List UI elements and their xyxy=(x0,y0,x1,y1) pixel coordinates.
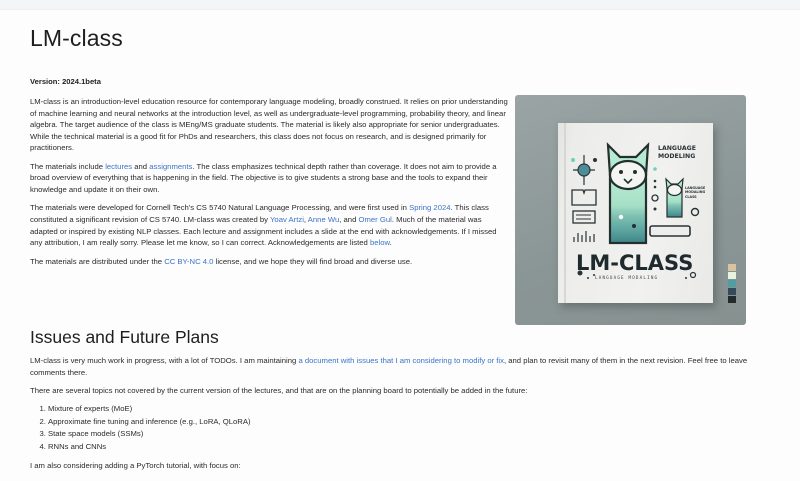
future-topics-list xyxy=(30,403,770,453)
yoav-artzi-link[interactable]: Yoav Artzi xyxy=(270,214,304,224)
cover-title: LM-CLASS xyxy=(576,251,694,275)
page-title: LM-class xyxy=(30,25,123,51)
spring-2024-link[interactable]: Spring 2024 xyxy=(409,203,451,213)
intro-paragraph-2 xyxy=(30,161,508,196)
intro-paragraph-3 xyxy=(30,202,508,248)
cover-small-line: CLASS xyxy=(685,194,697,199)
cover-header-line: LANGUAGE xyxy=(658,145,696,152)
swatch xyxy=(728,288,736,295)
issues-heading: Issues and Future Plans xyxy=(30,327,219,347)
assignments-link[interactable]: assignments xyxy=(149,161,193,171)
color-swatches xyxy=(728,264,736,304)
text: , and xyxy=(339,214,359,224)
cover-header-line: MODELING xyxy=(658,152,696,160)
cover-small-text xyxy=(685,186,705,199)
book-cover xyxy=(558,123,713,303)
text: . The class emphasizes technical depth rather than coverage. It does not aim to provide a broad overview of everything that is happening in the field. The objective is to give students a strong base and the tools to expand their knowledge and update it on their own. xyxy=(30,161,497,194)
text: The materials are distributed under the xyxy=(30,256,165,266)
cover-header-text xyxy=(658,145,696,160)
cover-subtitle: LANGUAGE MODALING xyxy=(595,275,659,280)
issues-paragraph-3: I am also considering adding a PyTorch tutorial, with focus on: xyxy=(30,461,241,470)
issues-paragraph-2: There are several topics not covered by the current version of the lectures, and that are on the planning board to potentially be added in the future: xyxy=(30,385,528,395)
swatch xyxy=(728,264,736,271)
text: The materials include xyxy=(30,161,106,171)
intro-paragraph-1: LM-class is an introduction-level education resource for contemporary language modeling, broadly construed. It relies on prior understanding of machine learning and neural networks at the introduction level, as well as undergraduate-level programming, probability theory, and linear algebra. The target audience of the class is MEng/MS graduate students. The material is likely also appropriate for senior undergraduates. While the technical material is a good fit for PhDs and researchers, this class does not focus on research, and is designed primarily for practitioners. xyxy=(30,97,508,153)
text: , xyxy=(303,214,308,224)
text: license, and we hope they will find broad and diverse use. xyxy=(213,256,413,266)
text: The materials were developed for Cornell Tech's CS 5740 Natural Language Processing, and were first used in xyxy=(30,203,410,213)
lm-class-cover-image xyxy=(515,95,746,325)
anne-wu-link[interactable]: Anne Wu xyxy=(307,214,340,224)
text: LM-class is very much work in progress, with a lot of TODOs. I am maintaining xyxy=(30,356,299,365)
list-item: 4. RNNs and CNNs xyxy=(48,441,770,453)
acknowledgements-link[interactable]: below xyxy=(369,238,390,248)
text: . xyxy=(389,238,392,248)
intro-paragraph-4 xyxy=(30,256,508,268)
top-bar xyxy=(0,0,800,10)
swatch xyxy=(728,272,736,279)
text: . This class constituted a significant revision of CS 5740. LM-class was created by xyxy=(30,203,489,224)
lectures-link[interactable]: lectures xyxy=(105,161,133,171)
omer-gul-link[interactable]: Omer Gul xyxy=(358,214,392,224)
version-label: Version: 2024.1beta xyxy=(30,77,101,86)
issues-document-link[interactable]: a document with issues that I am considering to modify or fix xyxy=(298,356,504,365)
text: . Much of the material was adapted or inspired by existing NLP classes. Each lecture and assignment includes a slide at the end with acknowledgements. If I missed any attribution, I am really sorry. Please let me know, so I can correct. Acknowledgements are listed xyxy=(30,214,497,248)
issues-paragraph-1 xyxy=(30,355,770,378)
text: and xyxy=(132,161,150,171)
issues-section xyxy=(30,355,770,478)
license-link[interactable]: CC BY-NC 4.0 xyxy=(164,256,214,266)
swatch xyxy=(728,280,736,287)
cover-small-line: LANGUAGE xyxy=(685,186,706,190)
swatch xyxy=(728,296,736,303)
list-item: 2. Approximate fine tuning and inference (e.g., LoRA, QLoRA) xyxy=(48,416,770,428)
text: , and plan to revisit many of them in the next revision. Feel free to leave comments there. xyxy=(30,356,748,377)
list-item: 3. State space models (SSMs) xyxy=(48,428,770,440)
list-item: 1. Mixture of experts (MoE) xyxy=(48,403,770,415)
cover-small-line: MODALING xyxy=(685,190,706,195)
intro-section xyxy=(30,96,508,274)
